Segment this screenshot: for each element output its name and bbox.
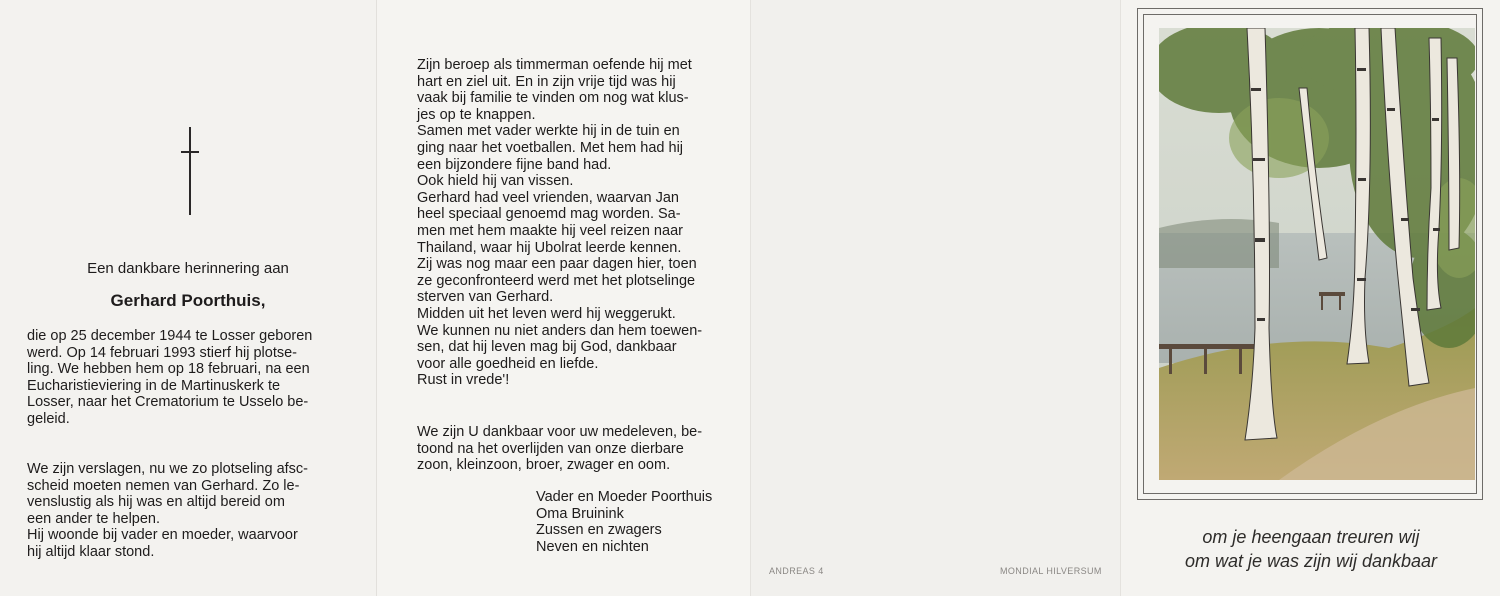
verse-line: om je heengaan treuren wij xyxy=(1202,527,1420,547)
memorial-card-panel-3 xyxy=(750,0,1120,596)
thanks-paragraph: We zijn U dankbaar voor uw medeleven, be- toond na het overlijden van onze dierbare zoon, kleinzoon, broer, zwager en oom. xyxy=(417,424,703,474)
deceased-name: Gerhard Poorthuis, xyxy=(110,291,266,310)
verse-line: om wat je was zijn wij dankbaar xyxy=(1184,551,1438,571)
birch-trees-lake-photo xyxy=(1159,28,1475,480)
print-mark-left: ANDREAS 4 xyxy=(769,566,824,576)
family-signature: Vader en Moeder Poorthuis Oma Bruinink Zussen en zwagers Neven en nichten xyxy=(536,489,713,555)
biography-paragraph: Zijn beroep als timmerman oefende hij met hart en ziel uit. En in zijn vrije tijd was hij vaak bij familie te vinden om nog wat klus- jes op te knappen. Samen met vader werkte hij in de tuin en ging naar het voetballen. Met hem had hij een bijzondere fijne band had. Ook hield hij van vissen. Gerhard had veel vrienden, waarvan Jan heel speciaal genoemd mag worden. Sa- men met hem maakte hij veel reizen naar Thailand, waar hij Ubolrat leerde kennen. Zij was nog maar een paar dagen hier, toen ze geconfronteerd werd met het plotselinge sterven van Gerhard. Midden uit het leven werd hij weggerukt. We kunnen nu niet anders dan hem toewen- sen, dat hij leven mag bij God, dankbaar voor alle goedheid en liefde. Rust in vrede'! xyxy=(417,57,703,389)
memorial-card-panel-1 xyxy=(0,0,376,596)
printer-mark: MONDIAL HILVERSUM xyxy=(1000,566,1102,576)
biography-paragraph: die op 25 december 1944 te Losser geboren werd. Op 14 februari 1993 stierf hij plotse- ling. We hebben hem op 18 februari, na een Eucharistieviering in de Martinuskerk te Losser, naar het Crematorium te Usselo be- geleid. xyxy=(27,328,313,427)
memorial-card-panel-4 xyxy=(1120,0,1500,596)
biography-paragraph: We zijn verslagen, nu we zo plotseling afsc- scheid moeten nemen van Gerhard. Zo le- venslustig als hij was en altijd bereid om een ander te helpen. Hij woonde bij vader en moeder, waarvoor hij altijd klaar stond. xyxy=(27,461,309,560)
intro-text: Een dankbare herinnering aan xyxy=(87,260,289,277)
memorial-card-panel-2 xyxy=(376,0,750,596)
